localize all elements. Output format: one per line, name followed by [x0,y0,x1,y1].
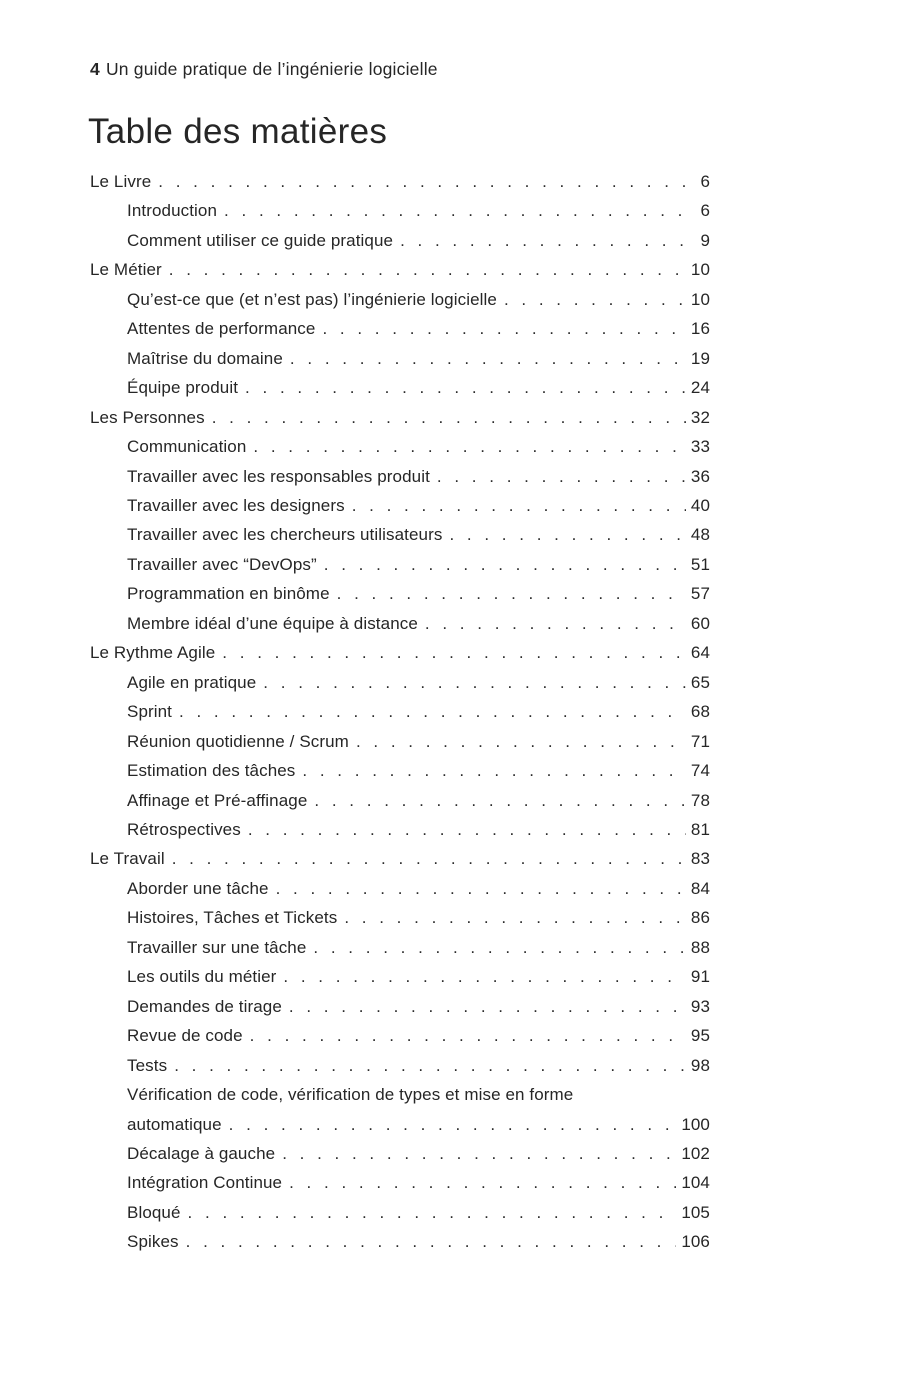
dot-leader [229,1110,677,1139]
toc-entry [90,255,710,284]
toc-entry-page: 71 [690,731,710,751]
toc-entry [90,462,710,491]
dot-leader [250,1021,686,1050]
toc-entry-label: Travailler sur une tâche [127,937,307,957]
toc-entry [90,609,710,638]
toc-entry [90,874,710,903]
toc-entry-label: Bloqué [127,1202,181,1222]
toc-entry-label: Les Personnes [90,407,205,427]
toc-entry-label: Histoires, Tâches et Tickets [127,908,338,928]
toc-entry [90,638,710,667]
toc-entry [90,520,710,549]
toc-entry-page: 9 [700,230,710,250]
toc-entry-label: Communication [127,437,247,457]
toc-entry [90,579,710,608]
dot-leader [174,1051,686,1080]
dot-leader [222,638,686,667]
toc-entry-label: Le Livre [90,172,152,191]
toc-entry [90,1139,710,1168]
toc-entry-label: Réunion quotidienne / Scrum [127,731,349,751]
dot-leader [188,1198,677,1227]
dot-leader [245,373,686,402]
toc-entry [90,844,710,873]
toc-entry-label: Introduction [127,201,218,221]
toc-entry-page: 74 [690,761,710,781]
toc-entry [90,432,710,461]
dot-leader [449,520,685,549]
dot-leader [253,432,685,461]
toc-entry-page: 83 [690,849,710,869]
toc-entry-page: 48 [690,525,710,545]
toc-entry [90,491,710,520]
toc-entry-label: Équipe produit [127,378,239,398]
toc-entry [90,226,710,255]
toc-entry-page: 10 [690,260,710,280]
toc-entry-label: automatique [127,1114,222,1134]
toc-entry-page: 104 [681,1173,710,1193]
dot-leader [337,579,686,608]
toc-entry [90,373,710,402]
toc-entry-page: 36 [690,466,710,486]
dot-leader [425,609,686,638]
toc-entry-page: 78 [690,790,710,810]
toc-entry [90,314,710,343]
toc-entry-page: 64 [690,643,710,663]
header-page-number: 4 [90,59,100,79]
toc-entry [90,550,710,579]
toc-entry-label: Programmation en binôme [127,584,330,604]
toc-entry-page: 68 [690,702,710,722]
dot-leader [186,1227,677,1256]
toc-entry-page: 84 [690,878,710,898]
dot-leader [169,255,686,284]
dot-leader [248,815,686,844]
toc-entry-page: 33 [690,437,710,457]
toc-entry-page: 88 [690,937,710,957]
toc-entry-label: Les outils du métier [127,967,277,987]
toc-entry-label: Travailler avec les designers [127,495,345,515]
toc-entry-label: Le Métier [90,260,162,280]
toc-entry-label: Tests [127,1055,168,1075]
toc-entry-page: 98 [690,1055,710,1075]
dot-leader [352,491,686,520]
dot-leader [212,403,686,432]
dot-leader [276,874,686,903]
dot-leader [289,992,686,1021]
toc-entry-page: 105 [681,1202,710,1222]
toc-entry-page: 6 [700,172,710,191]
dot-leader [324,550,686,579]
toc-entry [90,903,710,932]
toc-entry-page: 40 [690,495,710,515]
toc-entry [90,786,710,815]
toc-entry-page: 86 [690,908,710,928]
toc-entry-page: 10 [690,289,710,309]
toc-entry [90,196,710,225]
toc-entry [90,962,710,991]
toc-entry-page: 102 [681,1143,710,1163]
toc-entry-label: Qu’est-ce que (et n’est pas) l’ingénierie logicielle [127,289,497,309]
toc-entry-label: Rétrospectives [127,819,241,839]
dot-leader [289,1168,676,1197]
page-title: Table des matières [88,112,388,151]
toc-entry [90,1021,710,1050]
toc-entry [90,1168,710,1197]
toc-entry-label: Revue de code [127,1026,243,1046]
toc-entry-page: 91 [690,967,710,987]
toc-entry-label: Agile en pratique [127,672,257,692]
toc-entry [90,756,710,785]
dot-leader [224,196,695,225]
dot-leader [314,786,685,815]
toc-entry-label: Le Rythme Agile [90,643,216,663]
toc-entry-label: Travailler avec les chercheurs utilisateurs [127,525,443,545]
toc-entry [90,697,710,726]
toc-entry [90,933,710,962]
toc-entry-page: 24 [690,378,710,398]
running-header [90,59,438,80]
toc-entry-page: 95 [690,1026,710,1046]
toc-entry-label: Décalage à gauche [127,1143,276,1163]
dot-leader [400,226,695,255]
toc-entry-page: 6 [700,201,710,221]
toc-entry-label: Comment utiliser ce guide pratique [127,230,394,250]
toc-entry-page: 93 [690,996,710,1016]
toc-entry-label: Travailler avec “DevOps” [127,554,317,574]
toc-entry-label: Le Travail [90,849,165,869]
dot-leader [356,727,686,756]
toc-entry-label: Sprint [127,702,173,722]
dot-leader [437,462,686,491]
toc-entry-page: 16 [690,319,710,339]
dot-leader [172,844,686,873]
toc-entry-label: Maîtrise du domaine [127,348,283,368]
dot-leader [282,1139,676,1168]
toc-entry [90,403,710,432]
toc-entry [90,1051,710,1080]
toc-entry-label: Spikes [127,1232,179,1252]
toc-entry-page: 57 [690,584,710,604]
dot-leader [313,933,685,962]
dot-leader [302,756,685,785]
toc-entry [90,285,710,314]
toc-entry-page: 19 [690,348,710,368]
toc-entry [90,1198,710,1227]
toc-entry [90,727,710,756]
toc-entry [90,344,710,373]
toc-entry [90,1227,710,1256]
toc-entry-label: Aborder une tâche [127,878,269,898]
table-of-contents [90,167,710,1257]
toc-entry-label: Travailler avec les responsables produit [127,466,430,486]
toc-entry-label: Vérification de code, vérification de types et mise en forme [127,1085,574,1105]
toc-entry [90,992,710,1021]
dot-leader [504,285,686,314]
dot-leader [283,962,685,991]
dot-leader [179,697,686,726]
toc-entry-page: 100 [681,1114,710,1134]
toc-entry-label: Demandes de tirage [127,996,282,1016]
dot-leader [158,167,695,196]
toc-entry [90,668,710,697]
toc-entry-page: 51 [690,554,710,574]
dot-leader [322,314,685,343]
header-book-title: Un guide pratique de l’ingénierie logicielle [105,59,438,79]
toc-entry-page: 106 [681,1232,710,1252]
dot-leader [263,668,686,697]
toc-entry [90,1110,710,1139]
toc-entry-page: 65 [690,672,710,692]
toc-entry-label: Membre idéal d’une équipe à distance [127,613,418,633]
toc-entry [90,167,710,196]
dot-leader [290,344,686,373]
toc-entry-page: 81 [690,819,710,839]
toc-entry-label: Attentes de performance [127,319,316,339]
toc-entry [90,1080,710,1109]
dot-leader [344,903,686,932]
toc-entry-page: 32 [690,407,710,427]
toc-entry-label: Affinage et Pré-affinage [127,790,308,810]
toc-entry-label: Estimation des tâches [127,761,296,781]
toc-entry-label: Intégration Continue [127,1173,283,1193]
toc-entry-page: 60 [690,613,710,633]
toc-entry [90,815,710,844]
